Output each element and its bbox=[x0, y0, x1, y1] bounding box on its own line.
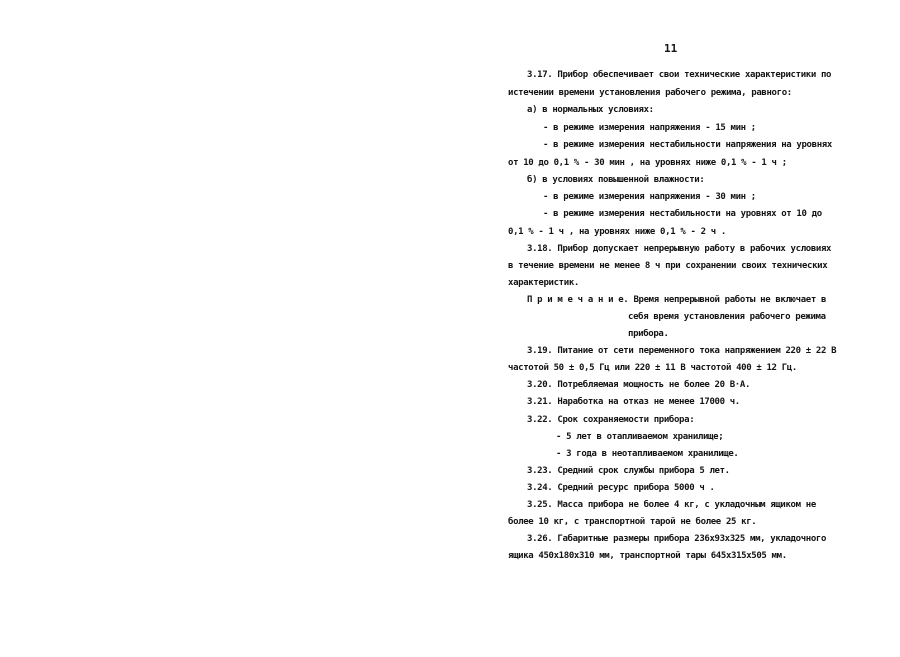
text-line: более 10 кг, с транспортной тарой не более 25 кг. bbox=[508, 517, 757, 527]
note-line: прибора. bbox=[628, 329, 669, 339]
text-line: - 3 года в неотапливаемом хранилище. bbox=[556, 449, 739, 459]
text-line: 0,1 % - 1 ч , на уровнях ниже 0,1 % - 2 ч . bbox=[508, 227, 726, 237]
text-line: от 10 до 0,1 % - 30 мин , на уровнях ниже 0,1 % - 1 ч ; bbox=[508, 158, 787, 168]
note-line: П р и м е ч а н и е. Время непрерывной работы не включает в bbox=[527, 295, 827, 305]
text-line: 3.23. Средний срок службы прибора 5 лет. bbox=[527, 466, 730, 476]
text-line: частотой 50 ± 0,5 Гц или 220 ± 11 В частотой 400 ± 12 Гц. bbox=[508, 363, 797, 373]
note-line: себя время установления рабочего режима bbox=[628, 312, 826, 322]
text-line: 3.26. Габаритные размеры прибора 236х93х325 мм, укладочного bbox=[527, 534, 827, 544]
text-line: ящика 450х180х310 мм, транспортной тары 645х315х505 мм. bbox=[508, 551, 787, 561]
text-line: б) в условиях повышенной влажности: bbox=[527, 175, 705, 185]
text-line: - в режиме измерения нестабильности на уровнях от 10 до bbox=[543, 209, 822, 219]
text-line: 3.25. Масса прибора не более 4 кг, с укладочным ящиком не bbox=[527, 500, 816, 510]
text-line: 3.18. Прибор допускает непрерывную работу в рабочих условиях bbox=[527, 244, 832, 254]
text-line: - в режиме измерения напряжения - 15 мин ; bbox=[543, 123, 756, 133]
page-number: 11 bbox=[664, 42, 678, 55]
text-line: 3.24. Средний ресурс прибора 5000 ч . bbox=[527, 483, 715, 493]
text-line: 3.21. Наработка на отказ не менее 17000 ч. bbox=[527, 397, 740, 407]
text-line: истечении времени установления рабочего режима, равного: bbox=[508, 88, 792, 98]
text-line: 3.19. Питание от сети переменного тока напряжением 220 ± 22 В bbox=[527, 346, 837, 356]
text-line: 3.17. Прибор обеспечивает свои технические характеристики по bbox=[527, 70, 832, 80]
text-line: в течение времени не менее 8 ч при сохранении своих технических bbox=[508, 261, 828, 271]
text-line: 3.22. Срок сохраняемости прибора: bbox=[527, 415, 695, 425]
text-line: - в режиме измерения нестабильности напряжения на уровнях bbox=[543, 140, 832, 150]
text-line: - в режиме измерения напряжения - 30 мин ; bbox=[543, 192, 756, 202]
text-line: а) в нормальных условиях: bbox=[527, 105, 654, 115]
text-line: - 5 лет в отапливаемом хранилище; bbox=[556, 432, 724, 442]
text-line: 3.20. Потребляемая мощность не более 20 В·А. bbox=[527, 380, 751, 390]
text-line: характеристик. bbox=[508, 278, 579, 288]
